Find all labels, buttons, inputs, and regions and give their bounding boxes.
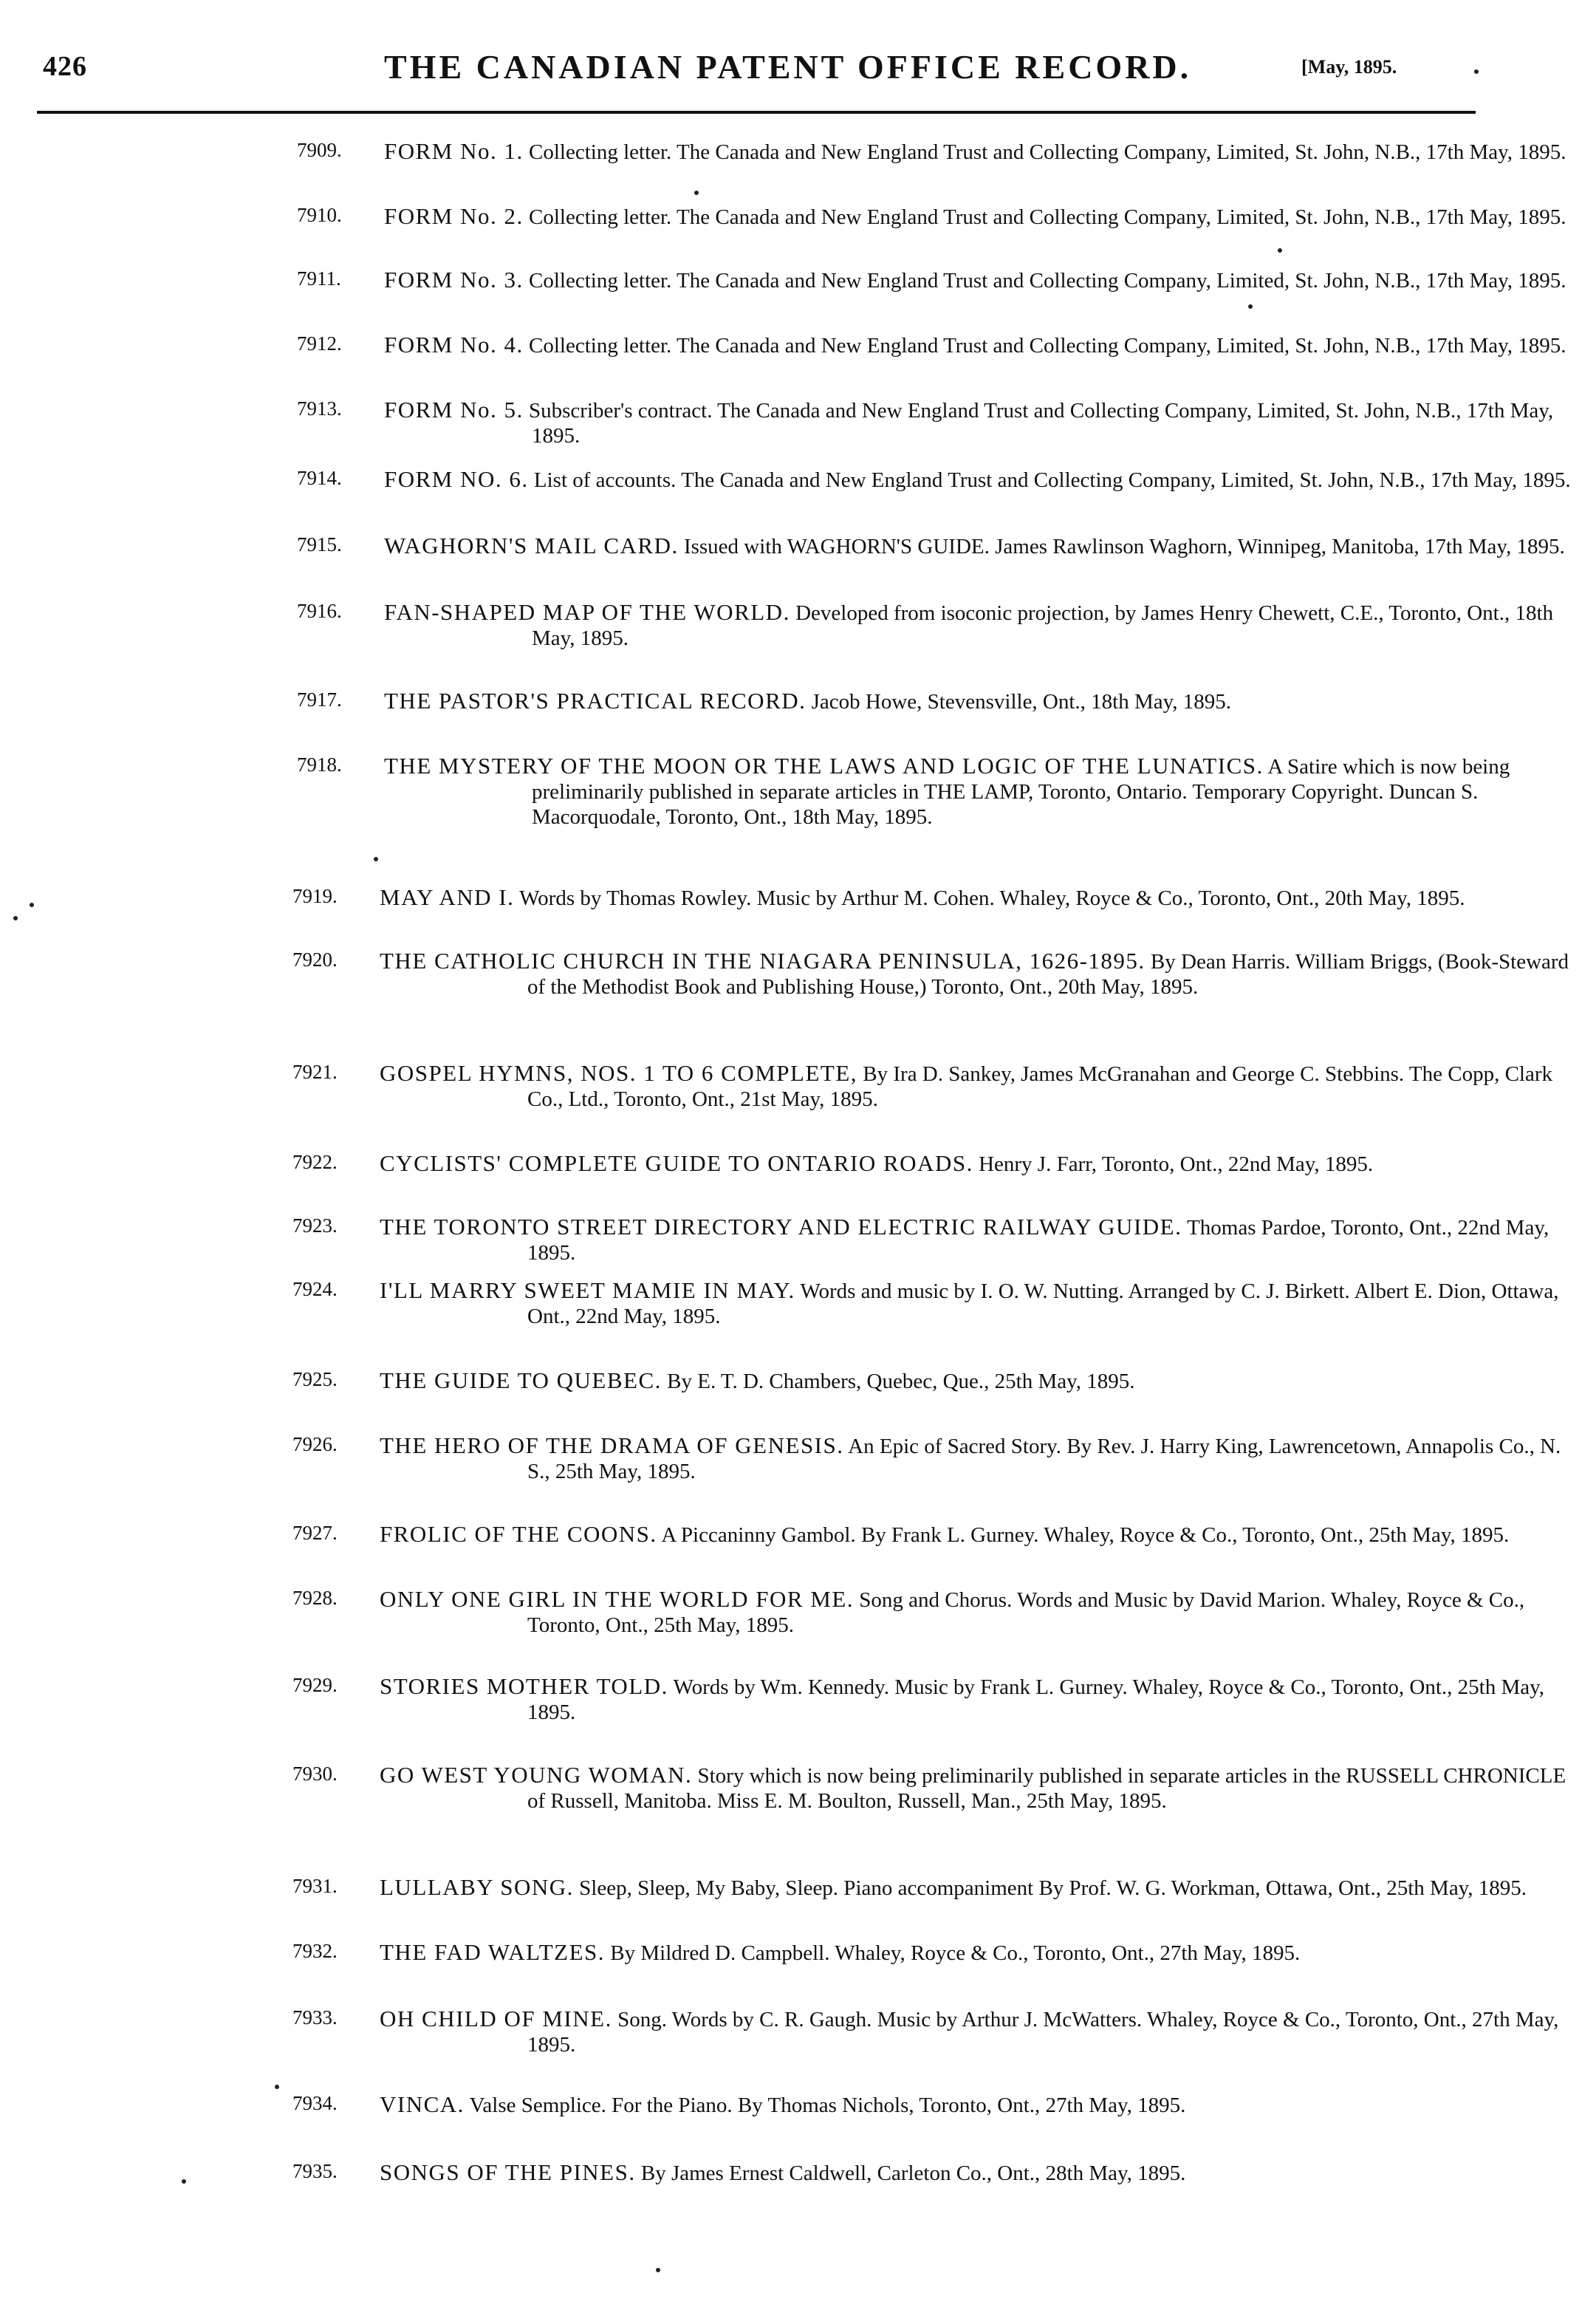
entry-title: OH CHILD OF MINE. [380, 2006, 612, 2031]
entry-title: THE GUIDE TO QUEBEC. [380, 1367, 662, 1393]
entry-text [384, 753, 1582, 830]
entry-details: By Mildred D. Campbell. Whaley, Royce & Co., Toronto, Ont., 27th May, 1895. [610, 1941, 1301, 1965]
entry-number: 7932. [292, 1940, 338, 1962]
entry-details: List of accounts. The Canada and New England Trust and Collecting Company, Limited, St. John, N.B., 17th May, 1895. [533, 468, 1571, 492]
entry-text [380, 885, 1465, 911]
entry-details: A Satire which is now being preliminarily published in separate articles in THE LAMP, Toronto, Ontario. Temporary Copyright. Duncan S. Macorquodale, Toronto, Ont., 18th May, 1895. [532, 755, 1510, 829]
entry-title: I'LL MARRY SWEET MAMIE IN MAY. [380, 1277, 795, 1303]
entry-text [380, 2092, 1185, 2118]
entry-text [384, 267, 1566, 293]
entry-text [380, 949, 1578, 999]
page-date: [May, 1895. [1301, 56, 1397, 78]
entry-title: SONGS OF THE PINES. [380, 2159, 636, 2185]
print-speck [30, 903, 34, 907]
print-speck [1474, 69, 1479, 74]
print-speck [694, 191, 699, 195]
entry-text [380, 1151, 1373, 1177]
print-speck [275, 2085, 279, 2089]
entry-number: 7931. [292, 1875, 338, 1897]
page-number: 426 [43, 51, 87, 82]
entry-title: THE TORONTO STREET DIRECTORY AND ELECTRIC RAILWAY GUIDE. [380, 1214, 1182, 1240]
entry-title: GOSPEL HYMNS, NOS. 1 TO 6 COMPLETE, [380, 1060, 858, 1086]
entry-details: By Dean Harris. William Briggs, (Book-Steward of the Methodist Book and Publishing House,) Toronto, Ont., 20th May, 1895. [527, 950, 1569, 999]
entry-details: Story which is now being preliminarily published in separate articles in the RUSSELL CHRONICLE of Russell, Manitoba. Miss E. M. Boulton, Russell, Man., 25th May, 1895. [527, 1764, 1566, 1813]
entry-details: Henry J. Farr, Toronto, Ont., 22nd May, 1895. [979, 1152, 1374, 1176]
entry-title: MAY AND I. [380, 884, 515, 910]
entry-number: 7916. [297, 600, 342, 622]
entry-details: Collecting letter. The Canada and New England Trust and Collecting Company, Limited, St. John, N.B., 17th May, 1895. [529, 334, 1566, 358]
entry-details: Collecting letter. The Canada and New England Trust and Collecting Company, Limited, St. John, N.B., 17th May, 1895. [529, 205, 1566, 229]
entry-number: 7930. [292, 1763, 338, 1785]
entry-number: 7911. [297, 267, 341, 290]
entry-details: Words by Thomas Rowley. Music by Arthur M. Cohen. Whaley, Royce & Co., Toronto, Ont., 20th May, 1895. [519, 886, 1465, 910]
entry-title: STORIES MOTHER TOLD. [380, 1673, 668, 1699]
entry-details: Valse Semplice. For the Piano. By Thomas Nichols, Toronto, Ont., 27th May, 1895. [469, 2094, 1186, 2117]
print-speck [656, 2268, 660, 2272]
entry-text [380, 1433, 1578, 1484]
entry-number: 7928. [292, 1587, 338, 1609]
entry-details: Song. Words by C. R. Gaugh. Music by Arthur J. McWatters. Whaley, Royce & Co., Toronto, Ont., 27th May, 1895. [527, 2008, 1559, 2057]
entry-title: THE PASTOR'S PRACTICAL RECORD. [384, 688, 807, 714]
entry-title: THE CATHOLIC CHURCH IN THE NIAGARA PENINSULA, 1626-1895. [380, 948, 1146, 974]
entry-details: Issued with WAGHORN'S GUIDE. James Rawlinson Waghorn, Winnipeg, Manitoba, 17th May, 1895. [683, 535, 1565, 558]
entry-details: Song and Chorus. Words and Music by David Marion. Whaley, Royce & Co., Toronto, Ont., 25th May, 1895. [527, 1588, 1525, 1637]
entry-text [384, 467, 1571, 493]
entry-title: FORM No. 5. [384, 397, 524, 423]
entry-number: 7917. [297, 688, 342, 711]
entry-text [380, 1522, 1509, 1548]
entry-text [380, 1940, 1300, 1966]
entry-title: FORM No. 4. [384, 332, 524, 358]
entry-text [380, 1368, 1134, 1394]
entry-number: 7912. [297, 332, 342, 355]
print-speck [182, 2179, 186, 2184]
entry-text [380, 1763, 1578, 1814]
entry-details: By E. T. D. Chambers, Quebec, Que., 25th May, 1895. [667, 1370, 1135, 1393]
entry-title: THE MYSTERY OF THE MOON OR THE LAWS AND LOGIC OF THE LUNATICS. [384, 753, 1264, 779]
entry-number: 7929. [292, 1674, 338, 1696]
entry-text [380, 2160, 1185, 2186]
print-speck [1278, 248, 1282, 253]
entry-number: 7915. [297, 533, 342, 556]
print-speck [1248, 304, 1253, 309]
entry-number: 7920. [292, 949, 338, 971]
entry-text [380, 1674, 1578, 1725]
entry-number: 7909. [297, 139, 342, 161]
entry-details: An Epic of Sacred Story. By Rev. J. Harry King, Lawrencetown, Annapolis Co., N. S., 25th May, 1895. [527, 1435, 1561, 1483]
entry-number: 7933. [292, 2006, 338, 2029]
entry-number: 7926. [292, 1433, 338, 1455]
entry-details: A Piccaninny Gambol. By Frank L. Gurney. Whaley, Royce & Co., Toronto, Ont., 25th May, 1895. [661, 1523, 1510, 1547]
entry-text [380, 1214, 1578, 1265]
entry-title: FORM No. 3. [384, 267, 524, 293]
entry-number: 7921. [292, 1061, 338, 1083]
entry-number: 7935. [292, 2160, 338, 2182]
entry-text [380, 2006, 1578, 2057]
entry-details: Words by Wm. Kennedy. Music by Frank L. Gurney. Whaley, Royce & Co., Toronto, Ont., 25th May, 1895. [527, 1675, 1544, 1724]
print-speck [13, 916, 18, 920]
entry-title: CYCLISTS' COMPLETE GUIDE TO ONTARIO ROADS. [380, 1150, 973, 1176]
entry-text [384, 397, 1582, 448]
entry-number: 7924. [292, 1278, 338, 1300]
entry-text [380, 1061, 1578, 1112]
entry-details: Subscriber's contract. The Canada and New England Trust and Collecting Company, Limited, St. John, N.B., 17th May, 1895. [529, 399, 1554, 448]
entry-title: FORM No. 1. [384, 138, 524, 164]
entry-number: 7925. [292, 1368, 338, 1390]
entry-details: Thomas Pardoe, Toronto, Ont., 22nd May, 1895. [527, 1216, 1550, 1265]
entry-text [384, 332, 1566, 358]
entry-details: Developed from isoconic projection, by James Henry Chewett, C.E., Toronto, Ont., 18th May, 1895. [532, 601, 1554, 650]
entry-number: 7922. [292, 1151, 338, 1173]
entry-details: Collecting letter. The Canada and New England Trust and Collecting Company, Limited, St. John, N.B., 17th May, 1895. [529, 140, 1566, 164]
entry-text [384, 600, 1582, 651]
entry-title: WAGHORN'S MAIL CARD. [384, 533, 679, 558]
entry-text [384, 204, 1566, 230]
entry-details: By Ira D. Sankey, James McGranahan and George C. Stebbins. The Copp, Clark Co., Ltd., Toronto, Ont., 21st May, 1895. [527, 1062, 1553, 1111]
entry-number: 7913. [297, 397, 342, 420]
entry-details: Collecting letter. The Canada and New England Trust and Collecting Company, Limited, St. John, N.B., 17th May, 1895. [529, 269, 1566, 293]
entry-text [384, 139, 1566, 165]
entry-title: VINCA. [380, 2091, 465, 2117]
entry-text [380, 1875, 1527, 1901]
entry-number: 7919. [292, 885, 338, 907]
entry-title: FORM No. 2. [384, 203, 524, 229]
print-speck [374, 857, 378, 861]
entry-title: FAN-SHAPED MAP OF THE WORLD. [384, 599, 790, 625]
entry-title: ONLY ONE GIRL IN THE WORLD FOR ME. [380, 1586, 855, 1612]
entry-number: 7927. [292, 1522, 338, 1544]
entry-number: 7918. [297, 753, 342, 776]
entry-title: GO WEST YOUNG WOMAN. [380, 1762, 693, 1788]
entry-text [380, 1278, 1578, 1329]
entry-details: Words and music by I. O. W. Nutting. Arranged by C. J. Birkett. Albert E. Dion, Ottawa, Ont., 22nd May, 1895. [527, 1279, 1559, 1328]
entry-number: 7923. [292, 1214, 338, 1237]
entry-text [384, 688, 1231, 714]
entry-title: FROLIC OF THE COONS. [380, 1521, 657, 1547]
entry-title: FORM NO. 6. [384, 466, 529, 492]
entry-details: By James Ernest Caldwell, Carleton Co., Ont., 28th May, 1895. [640, 2161, 1186, 2185]
page-title: THE CANADIAN PATENT OFFICE RECORD. [384, 48, 1192, 86]
entry-number: 7934. [292, 2092, 338, 2114]
entry-number: 7914. [297, 467, 342, 489]
entry-details: Jacob Howe, Stevensville, Ont., 18th May, 1895. [811, 690, 1232, 714]
entry-text [384, 533, 1565, 559]
entry-number: 7910. [297, 204, 342, 226]
entry-details: Sleep, Sleep, My Baby, Sleep. Piano accompaniment By Prof. W. G. Workman, Ottawa, Ont., 25th May, 1895. [579, 1876, 1527, 1900]
entry-title: THE HERO OF THE DRAMA OF GENESIS. [380, 1432, 844, 1458]
entry-title: THE FAD WALTZES. [380, 1939, 606, 1965]
entry-text [380, 1587, 1578, 1638]
entry-title: LULLABY SONG. [380, 1874, 574, 1900]
